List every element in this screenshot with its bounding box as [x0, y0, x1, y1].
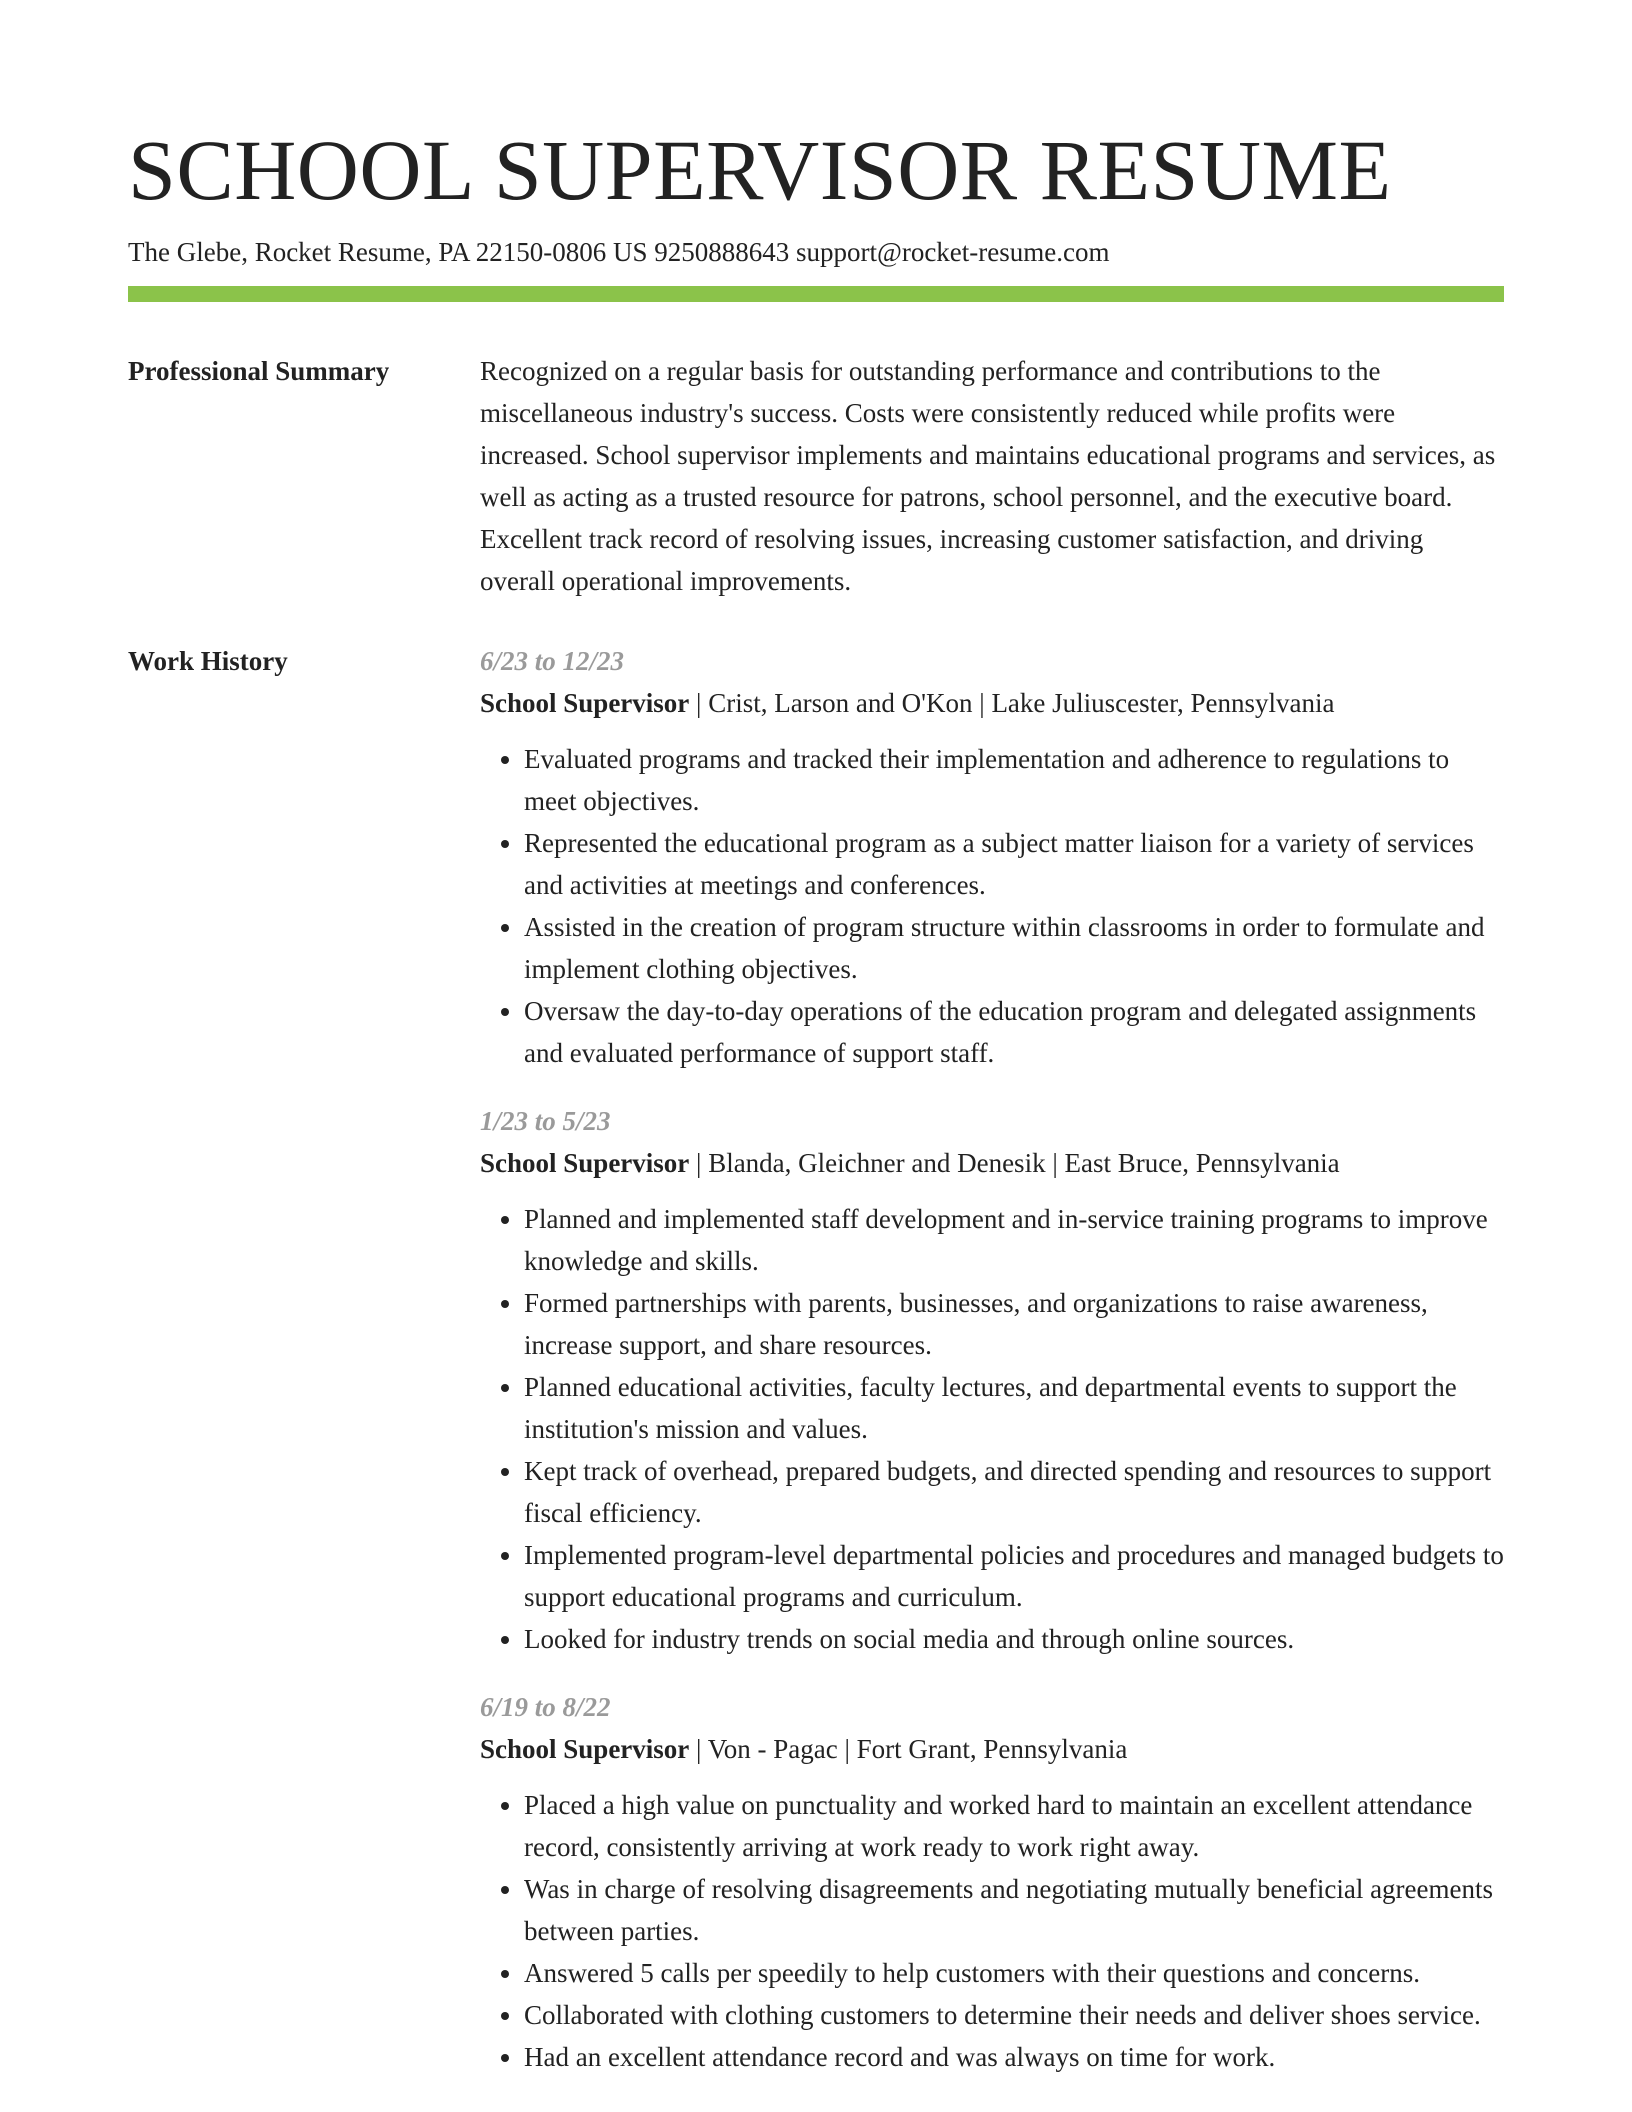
- section-label-professional-summary: Professional Summary: [128, 356, 390, 386]
- job-bullet: • Oversaw the day-to-day operations of the education program and delegated assignments and evaluated performance of support staff.: [524, 990, 1504, 1074]
- contact-line: The Glebe, Rocket Resume, PA 22150-0806 US 9250888643 support@rocket-resume.com: [128, 237, 1110, 267]
- job-entry: [480, 1686, 1504, 2078]
- professional-summary-section: [128, 350, 1504, 602]
- work-history-section: [128, 640, 1504, 2078]
- work-history-body: [480, 640, 1504, 2078]
- separator: |: [972, 688, 992, 718]
- job-bullet: • Planned and implemented staff development and in-service training programs to improve knowledge and skills.: [524, 1198, 1504, 1282]
- job-bullet: • Represented the educational program as a subject matter liaison for a variety of services and activities at meetings and conferences.: [524, 822, 1504, 906]
- separator: |: [689, 688, 709, 718]
- separator: |: [689, 1734, 708, 1764]
- job-company: Von - Pagac: [707, 1734, 838, 1764]
- job-location: Lake Juliuscester, Pennsylvania: [991, 688, 1335, 718]
- job-bullet: • Placed a high value on punctuality and worked hard to maintain an excellent attendance record, consistently arriving at work ready to work right away.: [524, 1784, 1504, 1868]
- job-company: Crist, Larson and O'Kon: [708, 688, 973, 718]
- job-heading: [480, 682, 1504, 724]
- job-dates: 1/23 to 5/23: [480, 1106, 611, 1136]
- job-bullet: • Planned educational activities, faculty lectures, and departmental events to support the institution's mission and values.: [524, 1366, 1504, 1450]
- job-location: East Bruce, Pennsylvania: [1064, 1148, 1340, 1178]
- job-title: School Supervisor: [480, 1734, 690, 1764]
- separator: |: [837, 1734, 857, 1764]
- accent-divider: [128, 286, 1504, 302]
- job-bullet-list: [480, 1784, 1504, 2078]
- job-bullet-list: [480, 738, 1504, 1074]
- job-bullet: • Evaluated programs and tracked their implementation and adherence to regulations to meet objectives.: [524, 738, 1504, 822]
- job-dates: 6/19 to 8/22: [480, 1692, 611, 1722]
- summary-body: [480, 350, 1504, 602]
- resume-page: [128, 120, 1504, 2078]
- job-bullet-list: [480, 1198, 1504, 1660]
- job-bullet: • Answered 5 calls per speedily to help customers with their questions and concerns.: [524, 1952, 1504, 1994]
- job-company: Blanda, Gleichner and Denesik: [708, 1148, 1046, 1178]
- job-bullet: • Had an excellent attendance record and was always on time for work.: [524, 2036, 1504, 2078]
- section-label-work-history: Work History: [128, 646, 288, 676]
- job-entry: [480, 640, 1504, 1074]
- job-heading: [480, 1142, 1504, 1184]
- job-bullet: • Formed partnerships with parents, businesses, and organizations to raise awareness, increase support, and share resources.: [524, 1282, 1504, 1366]
- job-dates: 6/23 to 12/23: [480, 646, 625, 676]
- job-title: School Supervisor: [480, 1148, 690, 1178]
- job-heading: [480, 1728, 1504, 1770]
- job-bullet: • Kept track of overhead, prepared budgets, and directed spending and resources to support fiscal efficiency.: [524, 1450, 1504, 1534]
- job-bullet: • Was in charge of resolving disagreements and negotiating mutually beneficial agreements between parties.: [524, 1868, 1504, 1952]
- summary-text: Recognized on a regular basis for outstanding performance and contributions to the miscellaneous industry's success. Costs were consistently reduced while profits were increased. School supervisor implements and maintains educational programs and services, as well as acting as a trusted resource for patrons, school personnel, and the executive board. Excellent track record of resolving issues, increasing customer satisfaction, and driving overall operational improvements.: [480, 356, 1496, 596]
- job-location: Fort Grant, Pennsylvania: [856, 1734, 1128, 1764]
- job-title: School Supervisor: [480, 688, 690, 718]
- separator: |: [689, 1148, 709, 1178]
- job-bullet: • Looked for industry trends on social media and through online sources.: [524, 1618, 1504, 1660]
- job-bullet: • Assisted in the creation of program structure within classrooms in order to formulate and implement clothing objectives.: [524, 906, 1504, 990]
- resume-title: SCHOOL SUPERVISOR RESUME: [128, 122, 1392, 218]
- job-entry: [480, 1100, 1504, 1660]
- job-bullet: • Collaborated with clothing customers to determine their needs and deliver shoes service.: [524, 1994, 1504, 2036]
- job-bullet: • Implemented program-level departmental policies and procedures and managed budgets to support educational programs and curriculum.: [524, 1534, 1504, 1618]
- separator: |: [1045, 1148, 1065, 1178]
